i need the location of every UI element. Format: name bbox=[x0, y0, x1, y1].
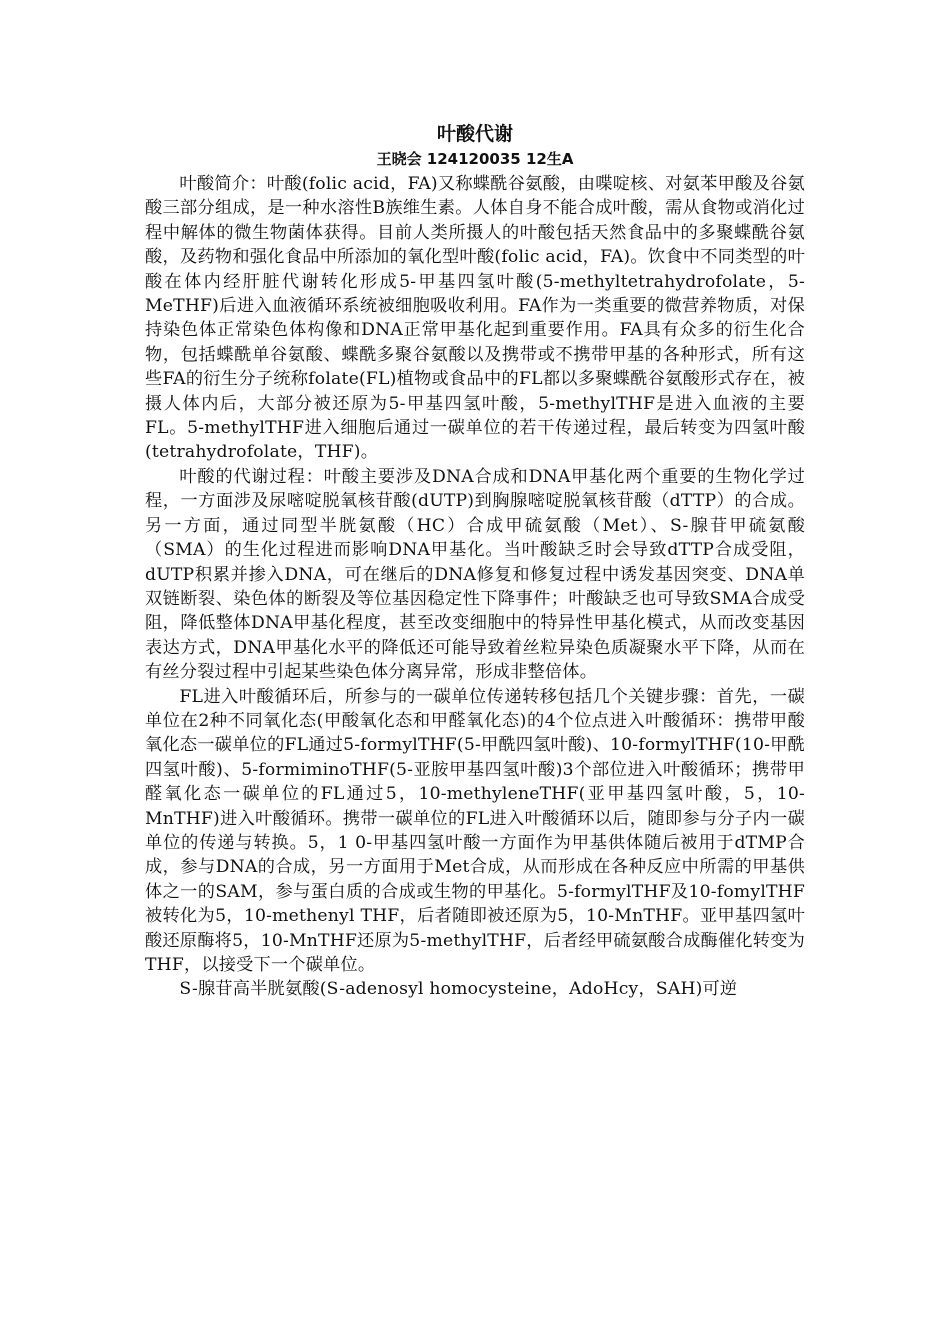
paragraph-metabolism: 叶酸的代谢过程：叶酸主要涉及DNA合成和DNA甲基化两个重要的生物化学过程，一方面涉及尿嘧啶脱氧核苷酸(dUTP)到胸腺嘧啶脱氧核苷酸（dTTP）的合成。另一方面，通过同型半胱氨酸（HC）合成甲硫氨酸（Met）、S-腺苷甲硫氨酸（SMA）的生化过程进而影响DNA甲基化。当叶酸缺乏时会导致dTTP合成受阻，dUTP积累并掺入DNA，可在继后的DNA修复和修复过程中诱发基因突变、DNA单双链断裂、染色体的断裂及等位基因稳定性下降事件；叶酸缺乏也可导致SMA合成受阻，降低整体DNA甲基化程度，甚至改变细胞中的特异性甲基化模式，从而改变基因表达方式，DNA甲基化水平的降低还可能导致着丝粒异染色质凝聚水平下降，从而在有丝分裂过程中引起某些染色体分离异常，形成非整倍体。 bbox=[145, 466, 805, 683]
document-title: 叶酸代谢 bbox=[436, 123, 513, 145]
paragraph-sah: S-腺苷高半胱氨酸(S-adenosyl homocysteine，AdoHcy，SAH)可逆 bbox=[179, 979, 738, 1000]
document-page bbox=[145, 120, 805, 1002]
author-line: 王晓会 124120035 12生A bbox=[376, 150, 574, 168]
paragraph-intro: 叶酸简介：叶酸(folic acid，FA)又称蝶酰谷氨酸，由喋啶核、对氨苯甲酸及谷氨酸三部分组成，是一种水溶性B族维生素。人体自身不能合成叶酸，需从食物或消化过程中解体的微生物菌体获得。目前人类所摄人的叶酸包括天然食品中的多聚蝶酰谷氨酸，及药物和强化食品中所添加的氧化型叶酸(folic acid，FA)。饮食中不同类型的叶酸在体内经肝脏代谢转化形成5-甲基四氢叶酸(5-methyltetrahydrofolate，5-MeTHF)后进入血液循环系统被细胞吸收利用。FA作为一类重要的微营养物质，对保持染色体正常染色体构像和DNA正常甲基化起到重要作用。FA具有众多的衍生化合物，包括蝶酰单谷氨酸、蝶酰多聚谷氨酸以及携带或不携带甲基的各种形式，所有这些FA的衍生分子统称folate(FL)植物或食品中的FL都以多聚蝶酰谷氨酸形式存在，被摄人体内后，大部分被还原为5-甲基四氢叶酸，5-methylTHF是进入血液的主要FL。5-methylTHF进入细胞后通过一碳单位的若干传递过程，最后转变为四氢叶酸(tetrahydrofolate，THF)。 bbox=[145, 174, 805, 463]
paragraph-one-carbon: FL进入叶酸循环后，所参与的一碳单位传递转移包括几个关键步骤：首先，一碳单位在2种不同氧化态(甲酸氧化态和甲醛氧化态)的4个位点进入叶酸循环：携带甲酸氧化态一碳单位的FL通过5-formylTHF(5-甲酰四氢叶酸)、10-formylTHF(10-甲酰四氢叶酸)、5-formiminoTHF(5-亚胺甲基四氢叶酸)3个部位进入叶酸循环；携带甲醛氧化态一碳单位的FL通过5，10-methyleneTHF(亚甲基四氢叶酸，5，10-MnTHF)进入叶酸循环。携带一碳单位的FL进入叶酸循环以后，随即参与分子内一碳单位的传递与转换。5，1 0-甲基四氢叶酸一方面作为甲基供体随后被用于dTMP合成，参与DNA的合成，另一方面用于Met合成，从而形成在各种反应中所需的甲基供体之一的SAM，参与蛋白质的合成或生物的甲基化。5-formylTHF及10-fomylTHF被转化为5，10-methenyl THF，后者随即被还原为5，10-MnTHF。亚甲基四氢叶酸还原酶将5，10-MnTHF还原为5-methylTHF，后者经甲硫氨酸合成酶催化转变为THF，以接受下一个碳单位。 bbox=[145, 686, 805, 975]
